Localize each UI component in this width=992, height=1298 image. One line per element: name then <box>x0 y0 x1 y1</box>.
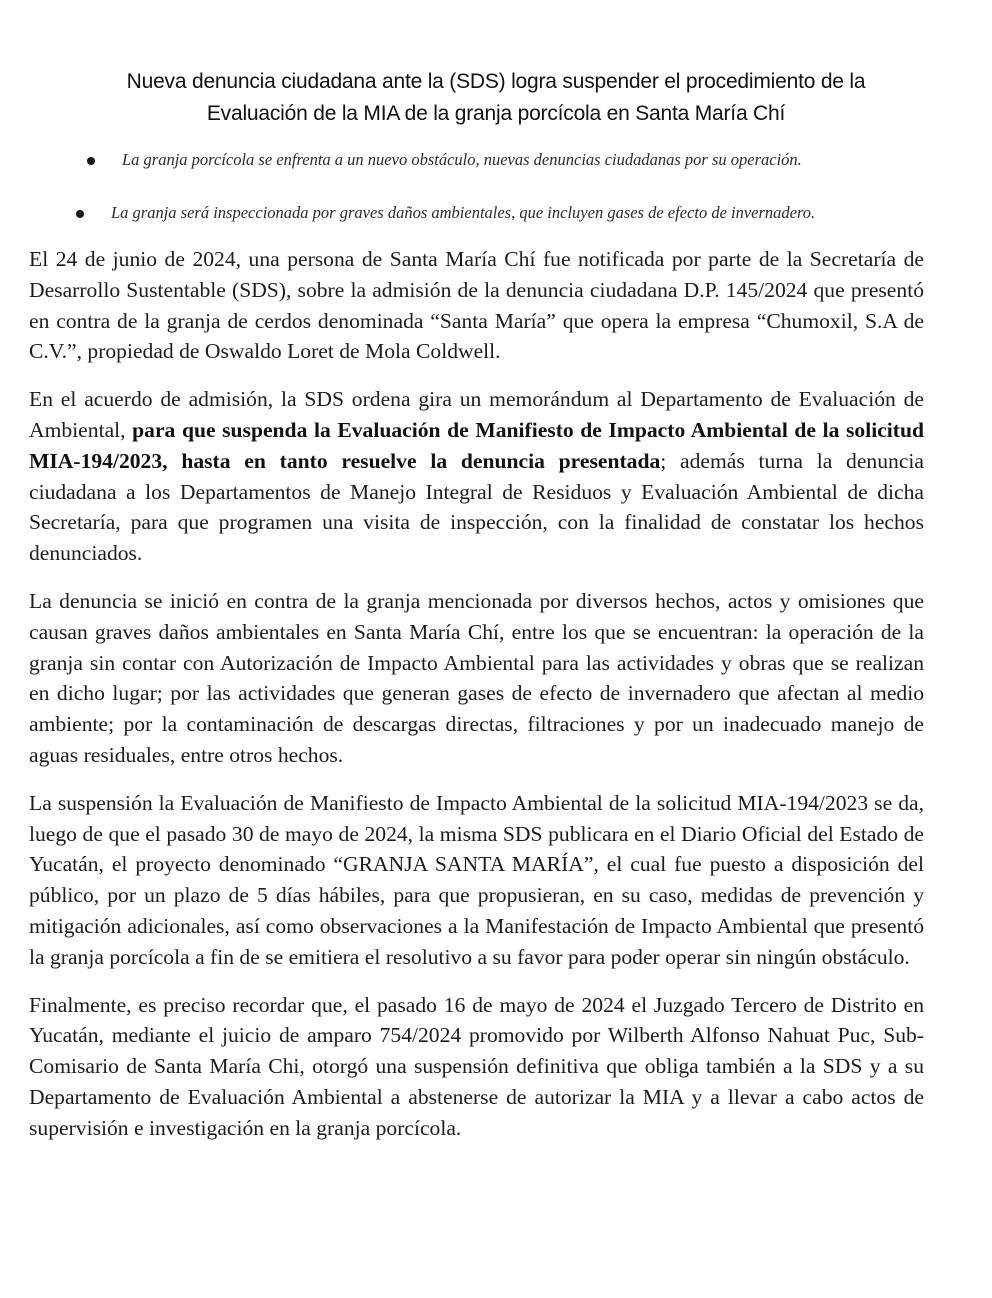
paragraph-2-highlight: para que suspenda la Evaluación de Manifiesto de Impacto Ambiental de la solicitud MIA-194/2023, hasta en tanto resuelve la denuncia presentada <box>29 417 924 473</box>
paragraph-2-end: ; además turna la denuncia ciudadana a los Departamentos de Manejo Integral de Residuos y Evaluación Ambiental de dicha Secretaría, para que programen una visita de inspección, con la finalidad de constatar los hechos denunciados. <box>29 448 924 566</box>
title-line-2: Evaluación de la MIA de la granja porcícola en Santa María Chí <box>206 102 786 125</box>
paragraph-4: La suspensión la Evaluación de Manifiesto de Impacto Ambiental de la solicitud MIA-194/2023 se da, luego de que el pasado 30 de mayo de 2024, la misma SDS publicara en el Diario Oficial del Estado de Yucatán, el proyecto denominado “GRANJA SANTA MARÍA”, el cual fue puesto a disposición del público, por un plazo de 5 días hábiles, para que propusieran, en su caso, medidas de prevención y mitigación adicionales, así como observaciones a la Manifestación de Impacto Ambiental que presentó la granja porcícola a fin de se emitiera el resolutivo a su favor para poder operar sin ningún obstáculo. <box>29 790 924 969</box>
paragraph-2 <box>29 384 924 569</box>
summary-bullet-text: La granja será inspeccionada por graves daños ambientales, que incluyen gases de efecto de invernadero. <box>111 203 816 222</box>
article-body <box>29 244 924 1161</box>
paragraph-5: Finalmente, es preciso recordar que, el pasado 16 de mayo de 2024 el Juzgado Tercero de Distrito en Yucatán, mediante el juicio de amparo 754/2024 promovido por Wilberth Alfonso Nahuat Puc, Sub-Comisario de Santa María Chi, otorgó una suspensión definitiva que obliga también a la SDS y a su Departamento de Evaluación Ambiental a abstenerse de autorizar la MIA y a llevar a cabo actos de supervisión e investigación en la granja porcícola. <box>29 992 924 1140</box>
title-line-1: Nueva denuncia ciudadana ante la (SDS) logra suspender el procedimiento de la <box>126 70 866 93</box>
summary-bullet <box>0 200 992 230</box>
document-title <box>40 66 952 130</box>
summary-bullet <box>0 146 992 176</box>
bullet-dot-icon <box>87 157 95 165</box>
paragraph-1: El 24 de junio de 2024, una persona de Santa María Chí fue notificada por parte de la Secretaría de Desarrollo Sustentable (SDS), sobre la admisión de la denuncia ciudadana D.P. 145/2024 que presentó en contra de la granja de cerdos denominada “Santa María” que opera la empresa “Chumoxil, S.A de C.V.”, propiedad de Oswaldo Loret de Mola Coldwell. <box>29 247 924 364</box>
summary-bullet-text: La granja porcícola se enfrenta a un nuevo obstáculo, nuevas denuncias ciudadanas por su operación. <box>122 150 802 169</box>
bullet-dot-icon <box>76 210 84 218</box>
paragraph-2-start: En el acuerdo de admisión, la SDS ordena gira un memorándum al Departamento de Evaluación de Ambiental, <box>29 387 924 442</box>
paragraph-3: La denuncia se inició en contra de la granja mencionada por diversos hechos, actos y omisiones que causan graves daños ambientales en Santa María Chí, entre los que se encuentran: la operación de la granja sin contar con Autorización de Impacto Ambiental para las actividades y obras que se realizan en dicho lugar; por las actividades que generan gases de efecto de invernadero que afectan al medio ambiente; por la contaminación de descargas directas, filtraciones y por un inadecuado manejo de aguas residuales, entre otros hechos. <box>29 588 924 767</box>
